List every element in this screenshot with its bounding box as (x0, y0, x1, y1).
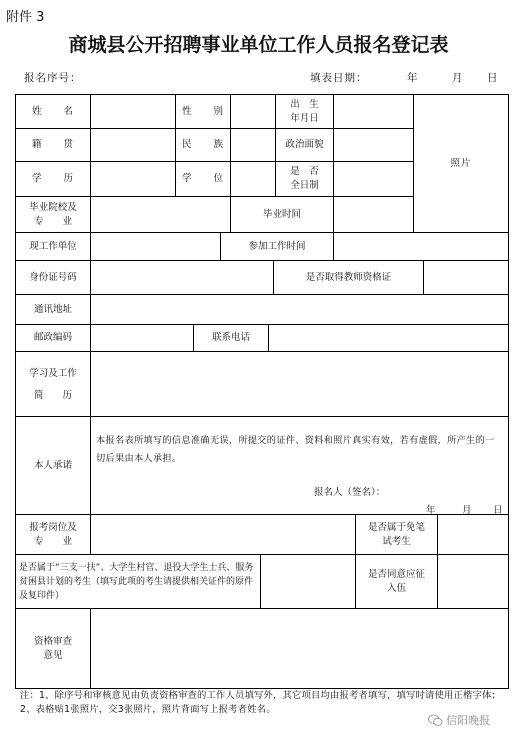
registration-form-table (15, 94, 509, 689)
teacher-cert-field[interactable] (424, 261, 508, 295)
postcode-field[interactable] (91, 325, 194, 352)
grad-time-field[interactable] (334, 197, 414, 233)
fulltime-field[interactable] (334, 162, 414, 197)
wechat-icon (428, 714, 443, 727)
resume-label: 学习及工作 简 历 (16, 352, 91, 417)
ethnicity-label: 民 族 (176, 129, 231, 162)
position-field[interactable] (91, 515, 356, 555)
photo-cell[interactable] (414, 95, 508, 233)
reg-no-label: 报名序号： (24, 72, 82, 84)
pledge-month-label: 月 (462, 505, 472, 516)
pledge-year-label: 年 (426, 505, 436, 516)
origin-label: 籍 贯 (16, 129, 91, 162)
work-start-field[interactable] (334, 233, 508, 261)
special-label: 是否属于“三支一扶”、大学生村官、退役大学生士兵、服务贫困县计划的考生（填写此项的考生请提供相关证件的原件及复印件） (16, 555, 261, 609)
education-field[interactable] (91, 162, 176, 197)
gender-field[interactable] (231, 95, 276, 129)
fill-month-label: 月 (452, 72, 464, 84)
agree-post-field[interactable] (438, 555, 508, 609)
footer-note: 注：1、除序号和审核意见由负责资格审查的工作人员填写外，其它项目均由报考者填写，填写时请使用正楷字体；2、表格贴1张照片，交3张照片，照片背面写上报考者姓名。 (20, 690, 501, 715)
watermark-text: 信阳晚报 (446, 714, 490, 727)
pledge-text: 本报名表所填写的信息准确无误，所提交的证件、资料和照片真实有效，若有虚假，所产生的一切后果由本人承担。 (96, 435, 495, 464)
position-label: 报考岗位及 专 业 (16, 515, 91, 555)
id-no-label: 身份证号码 (16, 261, 91, 295)
employer-label: 现工作单位 (16, 233, 91, 261)
origin-field[interactable] (91, 129, 176, 162)
work-start-label: 参加工作时间 (221, 233, 334, 261)
review-label: 资格审查 意见 (16, 609, 91, 688)
name-field[interactable] (91, 95, 176, 129)
exempt-field[interactable] (438, 515, 508, 555)
degree-field[interactable] (231, 162, 276, 197)
grad-time-label: 毕业时间 (231, 197, 334, 233)
birth-label: 出 生 年月日 (276, 95, 334, 129)
exempt-label: 是否属于免笔 试考生 (356, 515, 438, 555)
photo-label: 照片 (450, 157, 472, 169)
pledge-label: 本人承诺 (16, 417, 91, 515)
special-field[interactable] (261, 555, 356, 609)
address-label: 通讯地址 (16, 295, 91, 325)
political-field[interactable] (334, 129, 414, 162)
fill-day-label: 日 (487, 72, 499, 84)
employer-field[interactable] (91, 233, 221, 261)
teacher-cert-label: 是否取得教师资格证 (274, 261, 424, 295)
phone-label: 联系电话 (194, 325, 269, 352)
postcode-label: 邮政编码 (16, 325, 91, 352)
fill-year-label: 年 (407, 72, 419, 84)
school-field[interactable] (91, 197, 231, 233)
degree-label: 学 位 (176, 162, 231, 197)
fill-date-label: 填表日期： (310, 72, 368, 84)
fulltime-label: 是 否 全日制 (276, 162, 334, 197)
review-field[interactable] (91, 609, 508, 688)
phone-field[interactable] (269, 325, 508, 352)
agree-post-label: 是否同意应征 入伍 (356, 555, 438, 609)
signer-label: 报名人（签名）： (314, 487, 386, 498)
name-label: 姓 名 (16, 95, 91, 129)
political-label: 政治面貌 (276, 129, 334, 162)
gender-label: 性 别 (176, 95, 231, 129)
page-title: 商城县公开招聘事业单位工作人员报名登记表 (68, 34, 449, 56)
id-no-field[interactable] (91, 261, 274, 295)
school-label: 毕业院校及 专 业 (16, 197, 91, 233)
attachment-label: 附件 3 (6, 10, 45, 25)
birth-field[interactable] (334, 95, 414, 129)
resume-field[interactable] (91, 352, 508, 417)
education-label: 学 历 (16, 162, 91, 197)
ethnicity-field[interactable] (231, 129, 276, 162)
address-field[interactable] (91, 295, 508, 325)
watermark (428, 712, 490, 728)
pledge-day-label: 日 (493, 505, 503, 516)
